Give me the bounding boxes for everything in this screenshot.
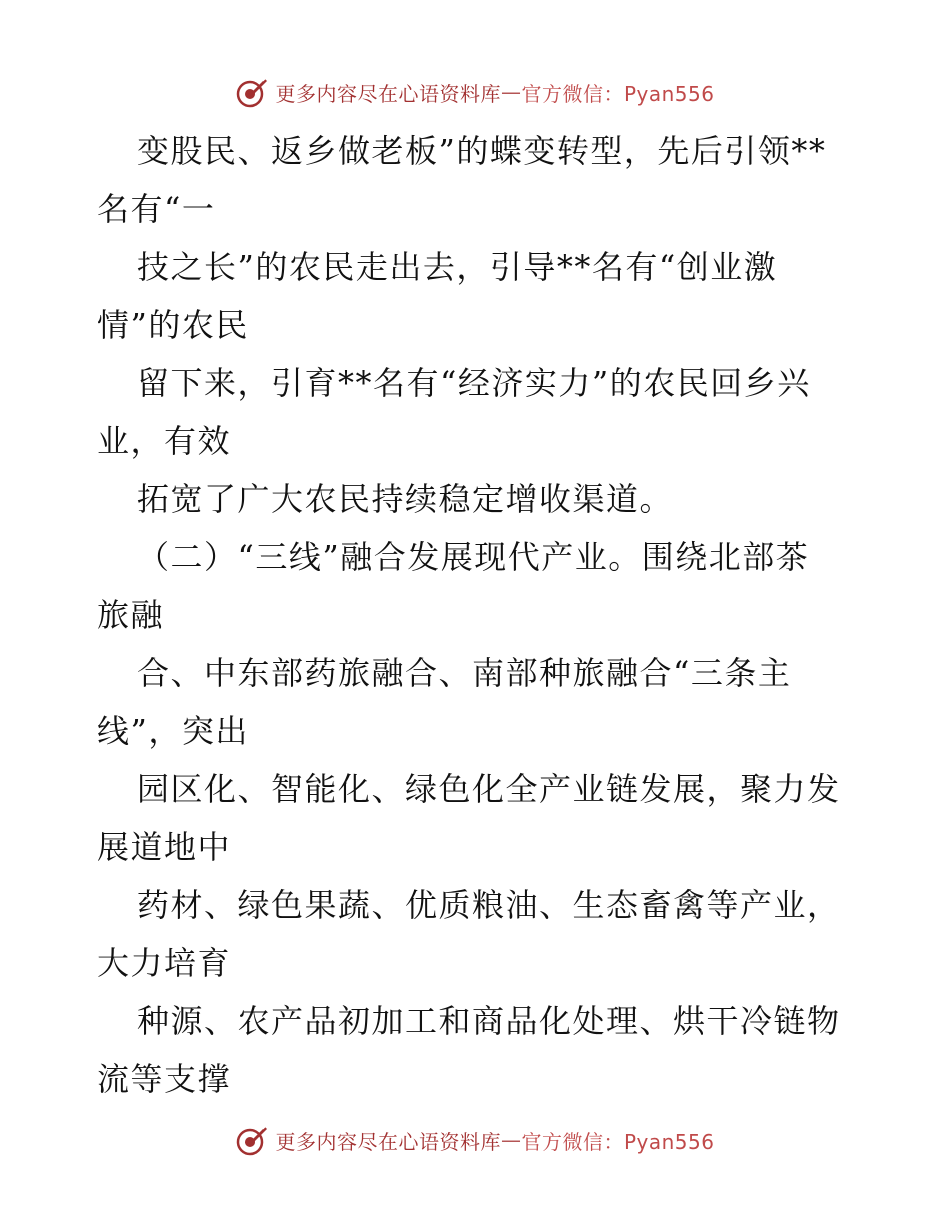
- pen-logo-icon: [235, 75, 269, 109]
- watermark-separator: —: [500, 1128, 522, 1152]
- text-line: 留下来，引育**名有“经济实力”的农民回乡兴: [137, 364, 811, 402]
- text-line: 园区化、智能化、绿色化全产业链发展，聚力发: [137, 770, 841, 808]
- text-line: 线”，突出: [97, 712, 249, 750]
- section-heading-line: （二）“三线”融合发展现代产业。围绕北部茶: [137, 538, 810, 576]
- watermark-brand-text: 更多内容尽在心语资料库: [275, 81, 501, 106]
- header-watermark: [0, 72, 950, 112]
- text-line: 种源、农产品初加工和商品化处理、烘干冷链物: [137, 1002, 841, 1040]
- text-line: 旅融: [97, 596, 165, 634]
- text-line: 情”的农民: [97, 306, 249, 344]
- pen-logo-icon: [235, 1123, 269, 1157]
- footer-watermark: [0, 1120, 950, 1160]
- text-line: 合、中东部药旅融合、南部种旅融合“三条主: [137, 654, 792, 692]
- watermark-contact-text: 官方微信：Pyan556: [521, 1129, 715, 1154]
- text-line: 大力培育: [97, 944, 232, 982]
- text-line: 业，有效: [97, 422, 232, 460]
- text-line: 拓宽了广大农民持续稳定增收渠道。: [137, 480, 674, 518]
- text-line: 流等支撑: [97, 1060, 232, 1098]
- document-body: [97, 122, 857, 1108]
- text-line: 名有“一: [97, 190, 216, 228]
- watermark-separator: —: [500, 80, 522, 104]
- text-line: 技之长”的农民走出去，引导**名有“创业激: [137, 248, 778, 286]
- text-line: 药材、绿色果蔬、优质粮油、生态畜禽等产业，: [137, 886, 841, 924]
- watermark-brand-text: 更多内容尽在心语资料库: [275, 1129, 501, 1154]
- text-line: 展道地中: [97, 828, 232, 866]
- text-line: 变股民、返乡做老板”的蝶变转型，先后引领**: [137, 132, 827, 170]
- watermark-contact-text: 官方微信：Pyan556: [521, 81, 715, 106]
